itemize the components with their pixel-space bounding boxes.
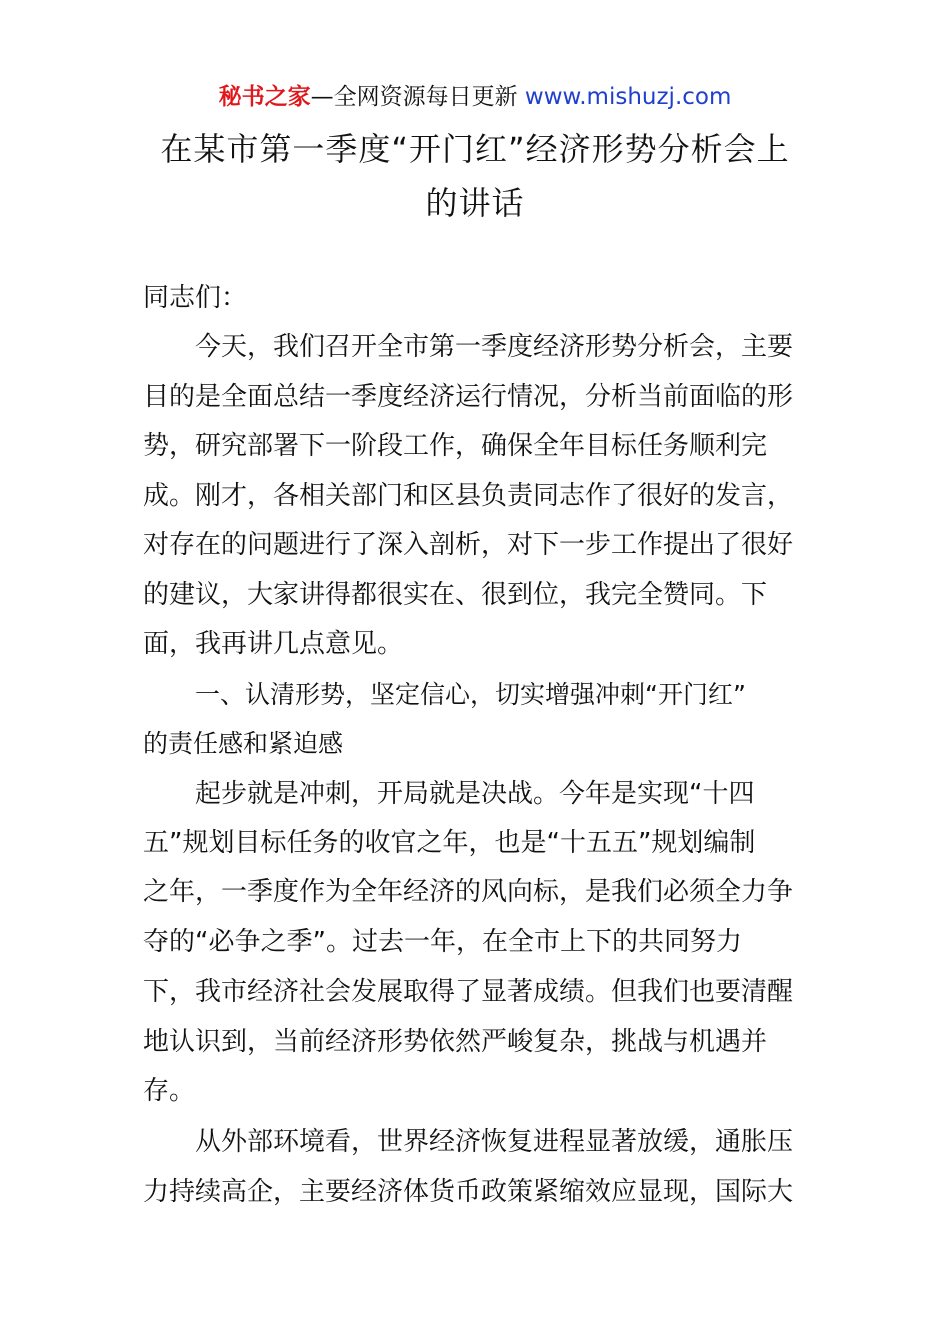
site-header <box>0 80 950 114</box>
body-line: 今天，我们召开全市第一季度经济形势分析会，主要 <box>195 332 794 362</box>
salutation: 同志们： <box>143 283 248 313</box>
body-line: 力持续高企，主要经济体货币政策紧缩效应显现，国际大 <box>143 1177 794 1207</box>
body-line: 存。 <box>143 1076 196 1106</box>
section-heading-line: 一、认清形势，坚定信心，切实增强冲刺“开门红” <box>195 680 746 709</box>
body-line: 夺的“必争之季”。过去一年，在全市上下的共同努力 <box>143 927 742 957</box>
site-slogan: —全网资源每日更新 <box>310 84 525 110</box>
body-line: 面，我再讲几点意见。 <box>143 629 404 659</box>
body-line: 从外部环境看，世界经济恢复进程显著放缓，通胀压 <box>195 1127 794 1157</box>
body-line: 的建议，大家讲得都很实在、很到位，我完全赞同。下 <box>143 580 768 610</box>
body-line: 起步就是冲刺，开局就是决战。今年是实现“十四 <box>195 779 755 809</box>
body-line: 成。刚才，各相关部门和区县负责同志作了很好的发言， <box>143 481 794 511</box>
body-line: 地认识到，当前经济形势依然严峻复杂，挑战与机遇并 <box>143 1027 768 1057</box>
site-name: 秘书之家 <box>218 84 311 110</box>
title-line: 在某市第一季度“开门红”经济形势分析会上 <box>160 130 790 168</box>
body-line: 目的是全面总结一季度经济运行情况，分析当前面临的形 <box>143 382 794 412</box>
body-line: 对存在的问题进行了深入剖析，对下一步工作提出了很好 <box>143 530 794 560</box>
title-line: 的讲话 <box>425 184 525 222</box>
body-line: 势，研究部署下一阶段工作，确保全年目标任务顺利完 <box>143 431 768 461</box>
body-line: 之年，一季度作为全年经济的风向标，是我们必须全力争 <box>143 877 794 907</box>
document-title <box>100 122 850 230</box>
body-line: 下，我市经济社会发展取得了显著成绩。但我们也要清醒 <box>143 977 794 1007</box>
section-heading-line: 的责任感和紧迫感 <box>143 729 344 758</box>
site-url-link[interactable]: www.mishuzj.com <box>524 84 732 110</box>
body-line: 五”规划目标任务的收官之年，也是“十五五”规划编制 <box>143 828 756 858</box>
